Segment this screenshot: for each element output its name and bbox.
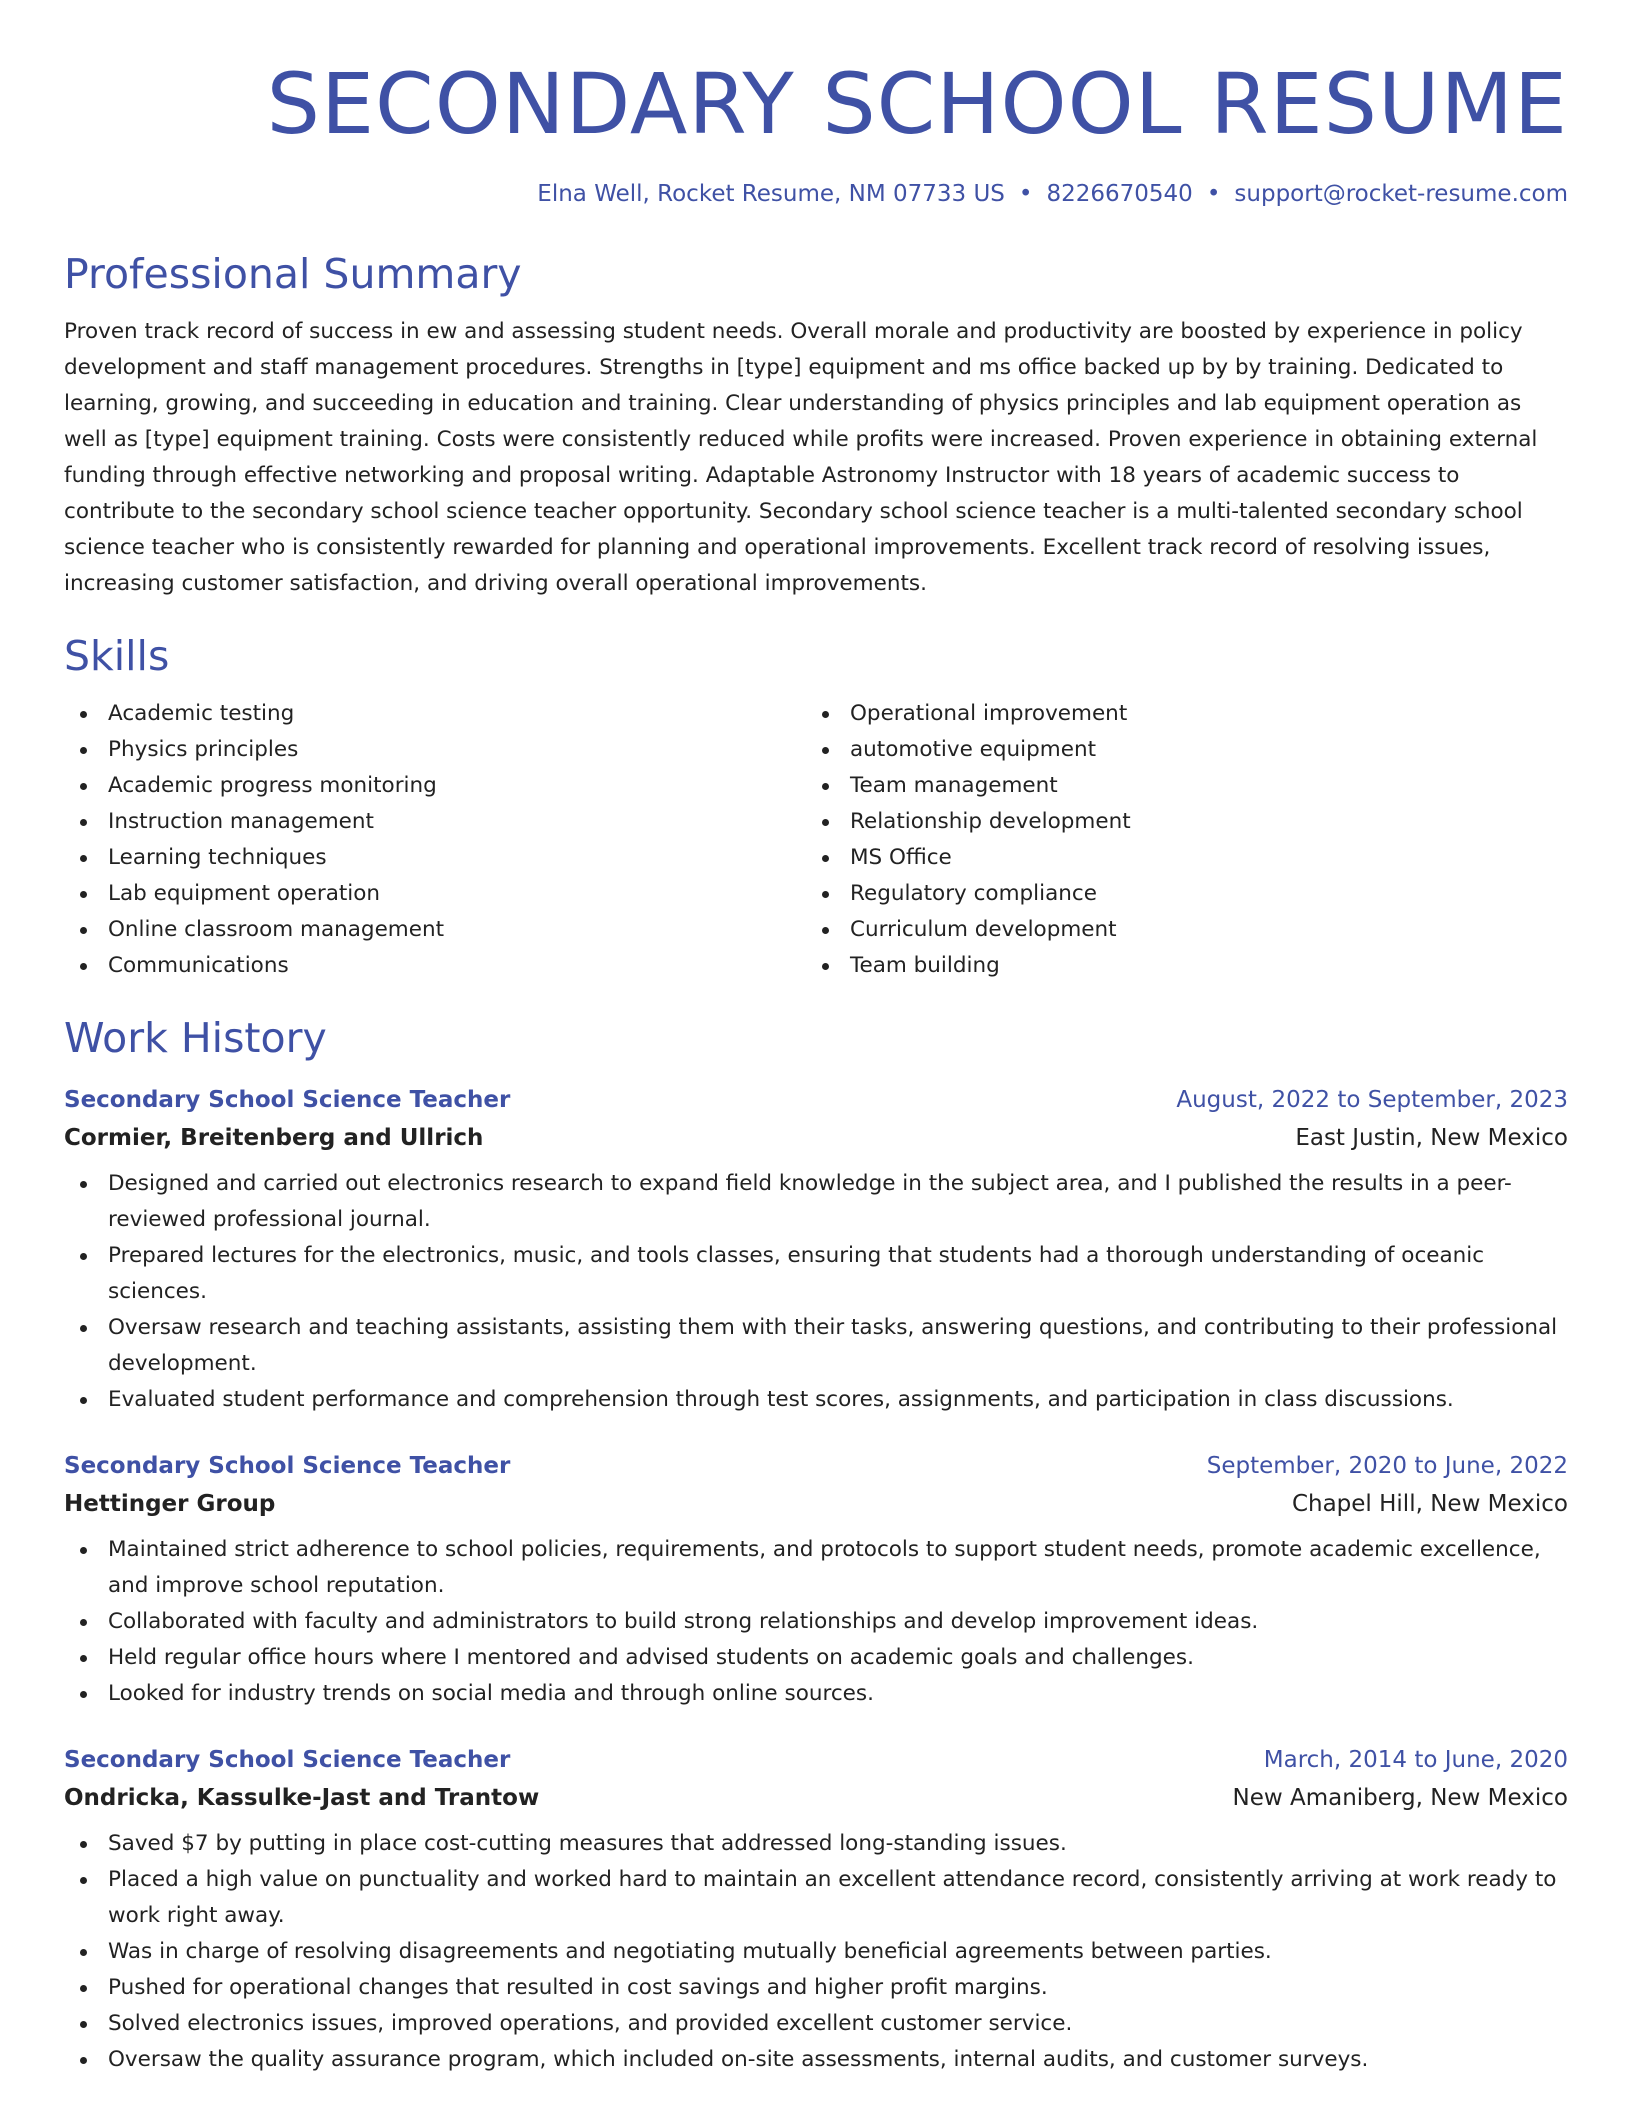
job-location: East Justin, New Mexico — [1295, 1125, 1568, 1151]
skill-item: Regulatory compliance — [806, 876, 1548, 912]
job-title: Secondary School Science Teacher — [64, 1453, 511, 1479]
work-history-heading: Work History — [64, 1014, 327, 1062]
skill-item: MS Office — [806, 840, 1548, 876]
skill-item: Curriculum development — [806, 912, 1548, 948]
skill-item: Learning techniques — [64, 840, 806, 876]
resume-page — [64, 0, 1568, 2078]
skill-item: Lab equipment operation — [64, 876, 806, 912]
job-bullets — [64, 1826, 1568, 2078]
contact-line — [64, 178, 1568, 210]
job-bullet: Oversaw the quality assurance program, which included on-site assessments, internal audits, and customer surveys. — [64, 2042, 1568, 2078]
skill-item: Online classroom management — [64, 912, 806, 948]
job-dates: March, 2014 to June, 2020 — [1263, 1747, 1568, 1773]
job-bullet: Placed a high value on punctuality and worked hard to maintain an excellent attendance record, consistently arriving at work ready to work right away. — [64, 1862, 1568, 1934]
job-bullet: Pushed for operational changes that resulted in cost savings and higher profit margins. — [64, 1970, 1568, 2006]
skill-item: Communications — [64, 948, 806, 984]
skill-item: Physics principles — [64, 732, 806, 768]
job-header — [64, 1082, 1568, 1118]
skill-item: Team management — [806, 768, 1548, 804]
contact-phone: 8226670540 — [1046, 181, 1193, 207]
skill-item: Relationship development — [806, 804, 1548, 840]
job-subheader — [64, 1484, 1568, 1524]
skill-item: Academic testing — [64, 696, 806, 732]
resume-title: SECONDARY SCHOOL RESUME — [266, 55, 1568, 153]
job-header — [64, 1742, 1568, 1778]
skill-item: Instruction management — [64, 804, 806, 840]
skill-item: Academic progress monitoring — [64, 768, 806, 804]
job-subheader — [64, 1118, 1568, 1158]
skills-column-right — [806, 696, 1548, 984]
contact-separator: • — [1206, 181, 1221, 207]
job-subheader — [64, 1778, 1568, 1818]
skills-column-left — [64, 696, 806, 984]
job-bullet: Looked for industry trends on social media and through online sources. — [64, 1676, 1568, 1712]
job-title: Secondary School Science Teacher — [64, 1747, 511, 1773]
summary-text: Proven track record of success in ew and assessing student needs. Overall morale and productivity are boosted by experience in policy development and staff management procedures. Strengths in [type] equipment and ms office backed up by by training. Dedicated to learning, growing, and succeeding in education and training. Clear understanding of physics principles and lab equipment operation as well as [type] equipment training. Costs were consistently reduced while profits were increased. Proven experience in obtaining external funding through effective networking and proposal writing. Adaptable Astronomy Instructor with 18 years of academic success to contribute to the secondary school science teacher opportunity. Secondary school science teacher is a multi-talented secondary school science teacher who is consistently rewarded for planning and operational improvements. Excellent track record of resolving issues, increasing customer satisfaction, and driving overall operational improvements. — [64, 319, 1538, 596]
job-dates: August, 2022 to September, 2023 — [1176, 1087, 1568, 1113]
summary-heading: Professional Summary — [64, 250, 522, 298]
job-bullet: Was in charge of resolving disagreements and negotiating mutually beneficial agreements between parties. — [64, 1934, 1568, 1970]
job-company: Cormier, Breitenberg and Ullrich — [64, 1125, 484, 1151]
job-bullet: Designed and carried out electronics research to expand field knowledge in the subject area, and I published the results in a peer-reviewed professional journal. — [64, 1166, 1568, 1238]
job-bullet: Maintained strict adherence to school policies, requirements, and protocols to support student needs, promote academic excellence, and improve school reputation. — [64, 1532, 1568, 1604]
skills-list — [64, 696, 1568, 984]
job-bullet: Held regular office hours where I mentored and advised students on academic goals and challenges. — [64, 1640, 1568, 1676]
job-bullet: Saved $7 by putting in place cost-cutting measures that addressed long-standing issues. — [64, 1826, 1568, 1862]
contact-address: Elna Well, Rocket Resume, NM 07733 US — [537, 181, 1005, 207]
job-entry — [64, 1448, 1568, 1712]
job-header — [64, 1448, 1568, 1484]
skill-item: Team building — [806, 948, 1548, 984]
job-dates: September, 2020 to June, 2022 — [1206, 1453, 1568, 1479]
job-bullet: Solved electronics issues, improved operations, and provided excellent customer service. — [64, 2006, 1568, 2042]
contact-separator: • — [1018, 181, 1033, 207]
job-bullets — [64, 1532, 1568, 1712]
skill-item: automotive equipment — [806, 732, 1548, 768]
skills-heading: Skills — [64, 632, 170, 680]
job-entry — [64, 1082, 1568, 1418]
job-company: Hettinger Group — [64, 1491, 276, 1517]
skill-item: Operational improvement — [806, 696, 1548, 732]
job-bullets — [64, 1166, 1568, 1418]
job-title: Secondary School Science Teacher — [64, 1087, 511, 1113]
contact-email[interactable]: support@rocket-resume.com — [1234, 181, 1568, 207]
job-bullet: Oversaw research and teaching assistants, assisting them with their tasks, answering questions, and contributing to their professional development. — [64, 1310, 1568, 1382]
job-bullet: Evaluated student performance and comprehension through test scores, assignments, and participation in class discussions. — [64, 1382, 1568, 1418]
job-entry — [64, 1742, 1568, 2078]
job-bullet: Prepared lectures for the electronics, music, and tools classes, ensuring that students had a thorough understanding of oceanic sciences. — [64, 1238, 1568, 1310]
job-company: Ondricka, Kassulke-Jast and Trantow — [64, 1785, 540, 1811]
job-bullet: Collaborated with faculty and administrators to build strong relationships and develop improvement ideas. — [64, 1604, 1568, 1640]
job-location: New Amaniberg, New Mexico — [1232, 1785, 1568, 1811]
job-location: Chapel Hill, New Mexico — [1291, 1491, 1568, 1517]
